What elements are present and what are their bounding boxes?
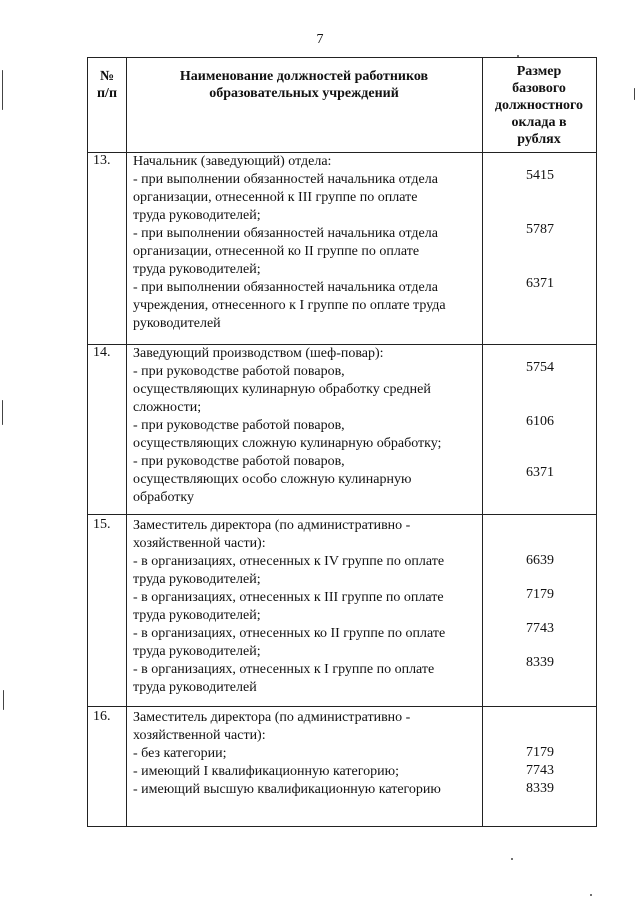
row-text-line: Заместитель директора (по административно - (133, 710, 411, 725)
salary-value: 5787 (526, 222, 554, 237)
salary-value: 7743 (526, 763, 554, 778)
row-text-line: Заместитель директора (по административно - (133, 518, 411, 533)
salary-value: 6371 (526, 465, 554, 480)
row-text-line: хозяйственной части): (133, 728, 266, 743)
header-title-cell (126, 68, 482, 102)
row-text-line: - при руководстве работой поваров, (133, 454, 345, 469)
salary-value: 6639 (526, 553, 554, 568)
header-text: № (99, 69, 115, 84)
row-text-line: осуществляющих кулинарную обработку средней (133, 382, 431, 397)
header-text: оклада в (511, 115, 567, 130)
column-divider (482, 58, 483, 826)
row-divider (88, 514, 596, 515)
row-text-line: осуществляющих сложную кулинарную обработку; (133, 436, 442, 451)
row-number: 13. (93, 153, 111, 168)
row-text-line: - в организациях, отнесенных ко II группе по оплате (133, 626, 446, 641)
row-text-line: организации, отнесенной к III группе по оплате (133, 190, 418, 205)
row-number: 15. (93, 517, 111, 532)
salary-value: 7179 (526, 745, 554, 760)
column-divider (126, 58, 127, 826)
header-text: рублях (517, 132, 561, 147)
header-text: базового (512, 81, 566, 96)
row-text-line: труда руководителей; (133, 208, 261, 223)
salary-value: 7743 (526, 621, 554, 636)
header-number-cell (88, 68, 126, 102)
row-text-line: - в организациях, отнесенных к I группе по оплате (133, 662, 435, 677)
row-divider (88, 706, 596, 707)
salary-value: 8339 (526, 655, 554, 670)
salary-value: 6106 (526, 414, 554, 429)
row-text-line: - при выполнении обязанностей начальника отдела (133, 280, 438, 295)
salary-value: 5754 (526, 360, 554, 375)
row-text-line: - при руководстве работой поваров, (133, 364, 345, 379)
row-text-line: учреждения, отнесенного к I группе по оплате труда (133, 298, 446, 313)
row-text-line: - в организациях, отнесенных к III группе по оплате (133, 590, 444, 605)
salary-value: 8339 (526, 781, 554, 796)
row-text-line: сложности; (133, 400, 202, 415)
row-text-line: труда руководителей; (133, 262, 261, 277)
header-text: образовательных учреждений (209, 86, 399, 101)
row-text-line: - при руководстве работой поваров, (133, 418, 345, 433)
row-text-line: - без категории; (133, 746, 227, 761)
row-text-line: организации, отнесенной ко II группе по оплате (133, 244, 420, 259)
row-text-line: - в организациях, отнесенных к IV группе по оплате (133, 554, 445, 569)
salary-value: 6371 (526, 276, 554, 291)
row-text-line: - при выполнении обязанностей начальника отдела (133, 226, 438, 241)
header-salary-cell (482, 63, 596, 148)
page-number: 7 (316, 32, 324, 47)
row-text-line: труда руководителей; (133, 608, 261, 623)
row-number: 16. (93, 709, 111, 724)
row-text-line: осуществляющих особо сложную кулинарную (133, 472, 412, 487)
row-text-line: Начальник (заведующий) отдела: (133, 154, 332, 169)
header-text: Размер (516, 64, 562, 79)
row-text-line: - имеющий высшую квалификационную категорию (133, 782, 441, 797)
row-text-line: хозяйственной части): (133, 536, 266, 551)
row-text-line: труда руководителей (133, 680, 257, 695)
row-text-line: - при выполнении обязанностей начальника отдела (133, 172, 438, 187)
row-number: 14. (93, 345, 111, 360)
row-text-line: Заведующий производством (шеф-повар): (133, 346, 384, 361)
row-text-line: труда руководителей; (133, 644, 261, 659)
header-text: п/п (96, 86, 118, 101)
header-text: должностного (494, 98, 584, 113)
row-text-line: руководителей (133, 316, 221, 331)
salary-value: 7179 (526, 587, 554, 602)
row-text-line: обработку (133, 490, 194, 505)
row-text-line: труда руководителей; (133, 572, 261, 587)
header-text: Наименование должностей работников (179, 69, 429, 84)
row-text-line: - имеющий I квалификационную категорию; (133, 764, 399, 779)
salary-value: 5415 (526, 168, 554, 183)
salary-table (87, 57, 597, 827)
